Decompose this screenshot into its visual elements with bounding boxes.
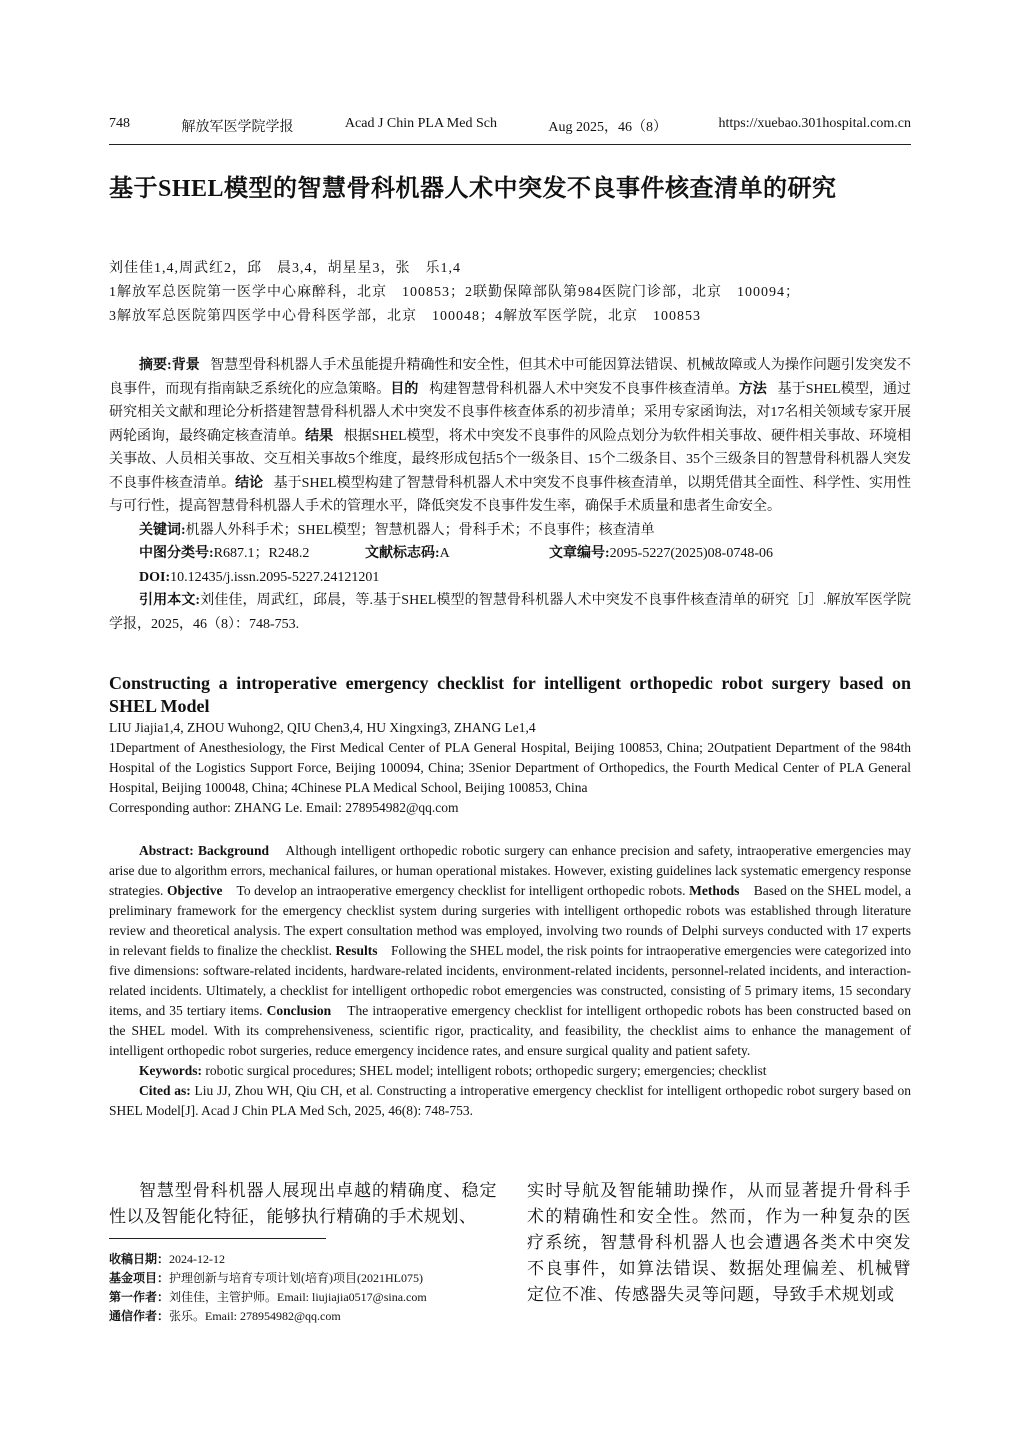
doi-link[interactable]: 10.12435/j.issn.2095-5227.24121201 xyxy=(170,569,380,585)
authors-block-cn xyxy=(109,257,911,329)
objective-en-label: Objective xyxy=(166,883,223,898)
header-rule xyxy=(109,144,911,145)
conclusion-text: 基于SHEL模型构建了智慧骨科机器人术中突发不良事件核查清单，以期凭借其全面性、科学性、实用性与可行性，提高智慧骨科机器人手术的管理水平，降低突发不良事件发生率，确保手术质量和患者生命安全。 xyxy=(109,475,912,514)
footnote-received xyxy=(109,1250,427,1269)
issue-info: Aug 2025，46（8） xyxy=(548,120,668,135)
clc-value: R687.1；R248.2 xyxy=(213,546,310,561)
conclusion-en-label: Conclusion xyxy=(266,1003,332,1018)
affiliation-cn-1: 1解放军总医院第一医学中心麻醉科，北京 100853；2联勤保障部队第984医院门诊部，北京 100094； xyxy=(109,285,800,300)
corresponding-author: Corresponding author: ZHANG Le. Email: 278954982@qq.com xyxy=(109,800,459,815)
results-label: 结果 xyxy=(305,428,334,444)
journal-name-cn: 解放军医学院学报 xyxy=(181,120,294,135)
footnote-text: 护理创新与培育专项计划(培育)项目(2021HL075) xyxy=(169,1271,423,1285)
classification-row xyxy=(109,542,911,566)
body-column-left: 智慧型骨科机器人展现出卓越的精确度、稳定性以及智能化特征，能够执行精确的手术规划、 xyxy=(109,1181,497,1226)
cite-en-label: Cited as: xyxy=(139,1083,191,1098)
background-text: 智慧型骨科机器人手术虽能提升精确性和安全性，但其术中可能因算法错误、机械故障或人为操作问题引发突发不良事件，而现有指南缺乏系统化的应急策略。 xyxy=(109,358,912,397)
abstract-label: 摘要: xyxy=(139,358,172,373)
doi-label: DOI: xyxy=(139,569,171,585)
background-label: 背景 xyxy=(171,358,200,373)
objective-label: 目的 xyxy=(390,381,419,397)
article-number-value: 2095-5227(2025)08-0748-06 xyxy=(609,546,773,561)
doc-code-label: 文献标志码: xyxy=(365,546,440,561)
footnote-text: 刘佳佳，主管护师。Email: liujiajia0517@sina.com xyxy=(169,1290,427,1304)
article-number-label: 文章编号: xyxy=(549,546,610,561)
affiliations-en: 1Department of Anesthesiology, the First Medical Center of PLA General Hospital, Beijing 100853, China; 2Outpatient Department of the 984th Hospital of the Logistics Support Force, Beijing 100094, China; 3Senior Department of Orthopedics, the Fourth Medical Center of PLA General Hospital, Beijing 100048, China; 4Chinese PLA Medical School, Beijing 100853, China xyxy=(109,740,911,795)
methods-en-label: Methods xyxy=(689,883,740,898)
abstract-en-label: Abstract: xyxy=(139,843,194,858)
background-en-label: Background xyxy=(198,843,270,858)
cite-cn xyxy=(109,589,911,636)
methods-en-text: Based on the SHEL model, a preliminary framework for the emergency checklist system during surgeries with intelligent orthopedic robots was established through literature review and theoretical analysis. The expert consultation method was employed, involving two rounds of Delphi surveys conducted with 17 experts in relevant fields to finalize the checklist. xyxy=(109,883,912,958)
affiliation-cn-2: 3解放军总医院第四医学中心骨科医学部，北京 100048；4解放军医学院，北京 100853 xyxy=(109,309,701,324)
footnote-label: 第一作者： xyxy=(109,1290,170,1304)
keywords-en-text: robotic surgical procedures; SHEL model; intelligent robots; orthopedic surgery; emergencies; checklist xyxy=(205,1063,767,1078)
footnotes xyxy=(109,1250,427,1326)
keywords-en-label: Keywords: xyxy=(139,1063,202,1078)
doi-line xyxy=(109,566,911,590)
journal-url[interactable]: https://xuebao.301hospital.com.cn xyxy=(718,116,911,131)
authors-en: LIU Jiajia1,4, ZHOU Wuhong2, QIU Chen3,4, HU Xingxing3, ZHANG Le1,4 xyxy=(109,720,536,735)
footnote-corresponding xyxy=(109,1307,427,1326)
conclusion-en-text: The intraoperative emergency checklist for intelligent orthopedic robots has been constructed based on the SHEL model. With its comprehensiveness, scientific rigor, practicality, and feasibility, the checklist aims to enhance the management of intelligent orthopedic robot surgeries, reduce emergency incidence rates, and ensure surgical quality and patient safety. xyxy=(109,1003,912,1058)
journal-name-en: Acad J Chin PLA Med Sch xyxy=(344,116,497,131)
abstract-cn xyxy=(109,354,911,519)
objective-en-text: To develop an intraoperative emergency checklist for intelligent orthopedic robots. xyxy=(236,883,686,898)
footnote-label: 通信作者： xyxy=(109,1309,170,1323)
keywords-en xyxy=(109,1061,911,1081)
running-header xyxy=(109,116,911,136)
keywords-label: 关键词: xyxy=(139,522,186,538)
page-number: 748 xyxy=(109,116,130,131)
keywords-text: 机器人外科手术；SHEL模型；智慧机器人；骨科手术；不良事件；核查清单 xyxy=(185,522,655,538)
footnote-label: 收稿日期： xyxy=(109,1252,170,1266)
title-cn: 基于SHEL模型的智慧骨科机器人术中突发不良事件核查清单的研究 xyxy=(109,176,837,202)
doc-code-value: A xyxy=(439,546,450,561)
footnote-rule xyxy=(109,1238,326,1239)
results-en-label: Results xyxy=(335,943,378,958)
background-en-text: Although intelligent orthopedic robotic surgery can enhance precision and safety, intraoperative emergencies may arise due to algorithm errors, mechanical failures, or human operational mistakes. However, existing guidelines lack systematic emergency response strategies. xyxy=(109,843,911,898)
authors-cn: 刘佳佳1,4,周武红2，邱 晨3,4，胡星星3，张 乐1,4 xyxy=(109,261,461,276)
cite-en-text: Liu JJ, Zhou WH, Qiu CH, et al. Constructing a introperative emergency checklist for intelligent orthopedic robot surgery based on SHEL Model[J]. Acad J Chin PLA Med Sch, 2025, 46(8): 748-753. xyxy=(109,1083,912,1118)
title-en: Constructing a introperative emergency checklist for intelligent orthopedic robot surgery based on SHEL Model xyxy=(109,673,911,716)
body-column-right: 实时导航及智能辅助操作，从而显著提升骨科手术的精确性和安全性。然而，作为一种复杂的医疗系统，智慧骨科机器人也会遭遇各类术中突发不良事件，如算法错误、数据处理偏差、机械臂定位不准、传感器失灵等问题，导致手术规划或 xyxy=(527,1181,911,1304)
clc-label: 中图分类号: xyxy=(139,546,214,561)
footnote-funding xyxy=(109,1269,427,1288)
results-text: 根据SHEL模型，将术中突发不良事件的风险点划分为软件相关事故、硬件相关事故、环境相关事故、人员相关事故、交互相关事故5个维度，最终形成包括5个一级条目、15个二级条目、35个三级条目的智慧骨科机器人突发不良事件核查清单。 xyxy=(109,428,912,491)
footnote-text: 张乐。Email: 278954982@qq.com xyxy=(169,1309,341,1323)
conclusion-label: 结论 xyxy=(235,475,264,491)
methods-text: 基于SHEL模型，通过研究相关文献和理论分析搭建智慧骨科机器人术中突发不良事件核查体系的初步清单；采用专家函询法，对17名相关领域专家开展两轮函询，最终确定核查清单。 xyxy=(109,381,912,444)
cite-text: 刘佳佳，周武红，邱晨，等.基于SHEL模型的智慧骨科机器人术中突发不良事件核查清单的研究［J］.解放军医学院学报，2025，46（8）：748-753. xyxy=(109,593,911,632)
footnote-first-author xyxy=(109,1288,427,1307)
cite-en xyxy=(109,1081,911,1121)
footnote-text: 2024-12-12 xyxy=(169,1252,226,1266)
abstract-cn-block xyxy=(109,354,911,636)
methods-label: 方法 xyxy=(738,381,767,397)
footnote-label: 基金项目： xyxy=(109,1271,170,1285)
abstract-en-block xyxy=(109,841,911,1121)
cite-label: 引用本文: xyxy=(139,593,201,608)
authors-block-en xyxy=(109,718,911,818)
objective-text: 构建智慧骨科机器人术中突发不良事件核查清单。 xyxy=(429,381,739,397)
abstract-en xyxy=(109,841,911,1061)
keywords-cn xyxy=(109,519,911,543)
results-en-text: Following the SHEL model, the risk points for intraoperative emergencies were categorized into five dimensions: software-related incidents, hardware-related incidents, environment-related incidents, personnel-related incidents, and interaction-related incidents. Ultimately, a checklist for intelligent orthopedic robot emergencies was constructed, consisting of 5 primary items, 15 secondary items, and 35 tertiary items. xyxy=(109,943,911,1018)
